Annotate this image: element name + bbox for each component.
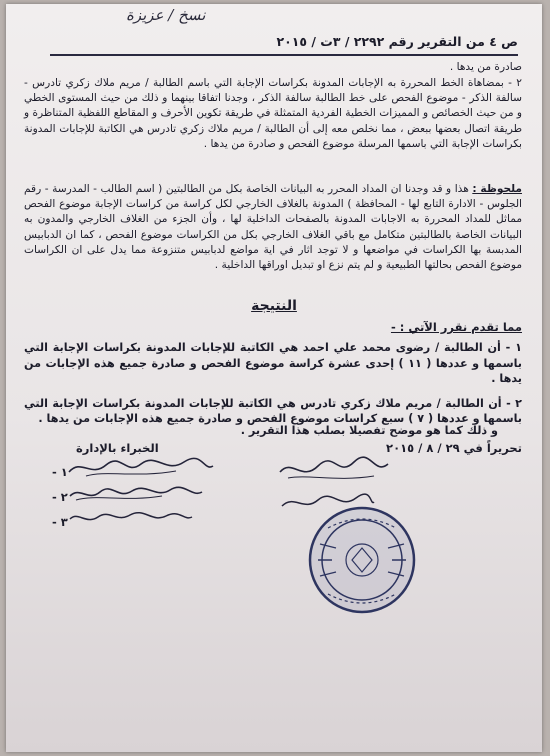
expert-line-3: ٣ - (52, 515, 68, 529)
notes-section (24, 182, 522, 273)
page-header (50, 34, 518, 56)
signature-expert-2 (66, 482, 206, 504)
date-written: تحريراً في ٢٩ / ٨ / ٢٠١٥ (386, 441, 522, 455)
paragraph-text: صادرة من يدها . (449, 61, 522, 73)
experts-title: الخبراء بالإدارة (76, 441, 159, 455)
signature-expert-3 (66, 507, 196, 529)
finding-item: ٢ - أن الطالبة / مريم ملاك زكري تادرس هي الكاتبة للإجابات المدونة بكراسات الإجابة التي باسمها و عددها ( ٧ ) سبع كراسات موضوع الفحص و صادرة جميع هذه الإجابات من يدها . (24, 396, 522, 425)
notes-label: ملحوظة : (472, 183, 522, 195)
paragraph-text: ٢ - بمضاهاة الخط المحررة به الإجابات المدونة بكراسات الإجابة التي باسم الطالبة / مريم ملاك زكري تادرس - سالفة الذكر - موضوع الفحص على خط الطالبة سالفة الذكر ، وجدنا اتفاقا بينهما و ذلك من حيث المستوى الخطي و من حيث الخصائص و المميزات الخطية الفردية المتمثلة في طريقة تكوين الأحرف و المقاطع اللفظية المتناظرة و طريقة اتصال بعضها ببعض ، مما نخلص معه إلى أن الطالبة / مريم ملاك زكري تادرس هي الكاتبة للإجابات المدونة بكراسات الإجابة التي باسمها المرسلة موضوع الفحص و صادرة من يدها . (24, 77, 522, 150)
result-title: النتيجة (251, 298, 297, 314)
closing-statement: و ذلك كما هو موضح تفصيلا بصلب هذا التقرير . (240, 424, 498, 437)
expert-line-2: ٢ - (52, 490, 68, 504)
findings-list (24, 340, 522, 436)
report-page-number: ص ٤ من التقرير رقم ٢٢٩٢ / ٣ت / ٢٠١٥ (276, 34, 518, 49)
signature-expert-1 (66, 456, 216, 480)
handwritten-note: نسخ / عزيزة (126, 6, 206, 24)
official-seal (306, 504, 418, 616)
paragraph-comparison (24, 76, 522, 152)
recommendation-title: مما تقدم نقرر الآتي : - (390, 320, 522, 334)
paragraph-continuation (24, 60, 522, 75)
notes-text: هذا و قد وجدنا ان المداد المحرر به البيانات الخاصة بكل من الطالبتين ( اسم الطالب - المدرسة - رقم الجلوس - الادارة التابع لها - المحافظة ) المدونة بالغلاف الخارجي لكل كراسة من كراسات الإجابة موضوع الفحص مماثل للمداد المحررة به الاجابات المدونة بالصفحات الداخلية لها ، وأن الجزء من الغلاف الخارجي والمدون به البيانات الخاصة بالطالبتين متكامل مع باقي الغلاف الخارجي بكل من الكراسات موضوع الفحص ، كما ان الدبابيس المدبسة بها الكراسات في مواضعها و لا توجد اثار في اية مواضع لدبابيس متنزوعة مما يدل على ان الكراسات موضوع الفحص بحالتها الطبيعية و لم يتم نزع او تبديل اوراقها الداخلية . (24, 183, 522, 272)
signature-reviewer (274, 452, 394, 486)
document-page (6, 4, 542, 752)
finding-item: ١ - أن الطالبة / رضوى محمد علي احمد هي الكاتبة للإجابات المدونة بكراسات الإجابة التي باسمها و عددها ( ١١ ) إحدى عشرة كراسة موضوع الفحص و صادرة جميع هذه الإجابات من يدها . (24, 341, 522, 385)
expert-line-1: ١ - (52, 465, 68, 479)
